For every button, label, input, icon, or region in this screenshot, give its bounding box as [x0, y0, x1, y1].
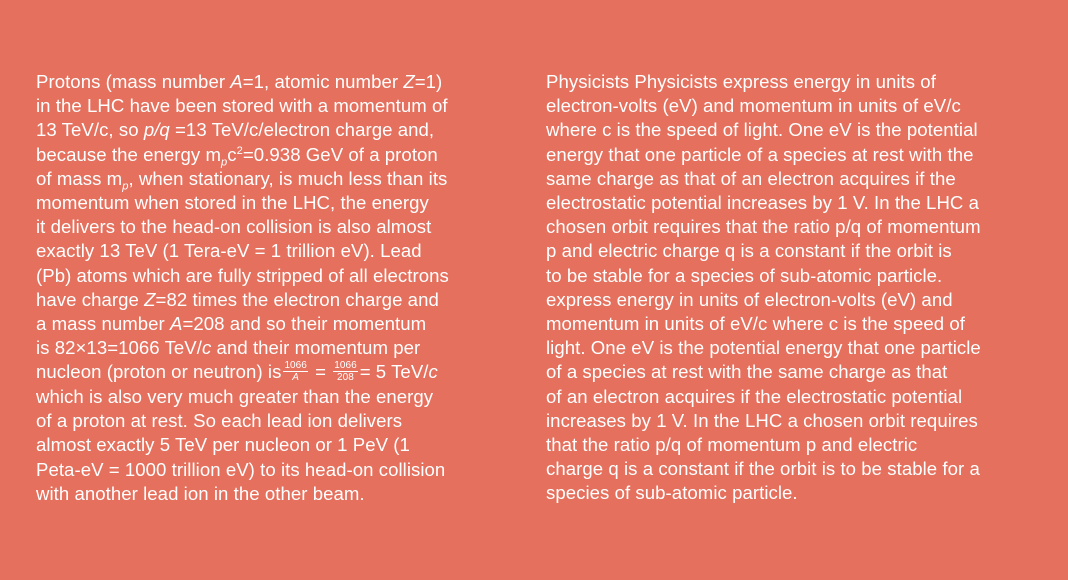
text-line: to be stable for a species of sub-atomic particle. — [546, 264, 943, 286]
text-line: energy that one particle of a species at rest with the — [546, 143, 974, 165]
text-line: species of sub-atomic particle. — [546, 482, 798, 504]
text-line: a mass number A=208 and so their momentum — [36, 313, 427, 335]
text-line: light. One eV is the potential energy that one particle — [546, 337, 981, 359]
right-text-column — [546, 70, 1046, 506]
text-line: (Pb) atoms which are fully stripped of all electrons — [36, 264, 449, 286]
text-line: momentum in units of eV/c where c is the speed of — [546, 313, 965, 335]
left-text-column — [36, 70, 506, 506]
fraction: $\frac{1066}{A}$ — [284, 360, 307, 384]
text-line: chosen orbit requires that the ratio p/q of momentum — [546, 216, 981, 238]
text-line: Physicists Physicists express energy in units of — [546, 71, 936, 92]
text-line: of an electron acquires if the electrostatic potential — [546, 385, 963, 407]
text-line: express energy in units of electron-volts (eV) and — [546, 288, 953, 310]
text-line: almost exactly 5 TeV per nucleon or 1 PeV (1 — [36, 434, 410, 456]
text-line: 13 TeV/c, so p/q =13 TeV/c/electron charge and, — [36, 119, 435, 141]
text-line: in the LHC have been stored with a momentum of — [36, 95, 448, 117]
text-line: which is also very much greater than the energy — [36, 386, 434, 408]
fraction: $\frac{1066}{208}$ — [334, 360, 357, 384]
text-line: momentum when stored in the LHC, the energy — [36, 192, 429, 214]
text-line: that the ratio p/q of momentum p and electric — [546, 434, 918, 456]
text-line: exactly 13 TeV (1 Tera-eV = 1 trillion eV). Lead — [36, 240, 422, 262]
text-line: increases by 1 V. In the LHC a chosen orbit requires — [546, 409, 978, 431]
text-line: have charge Z=82 times the electron charge and — [36, 288, 439, 310]
text-line: where c is the speed of light. One eV is the potential — [546, 119, 978, 141]
text-line: with another lead ion in the other beam. — [36, 482, 365, 504]
text-line: same charge as that of an electron acquires if the — [546, 167, 956, 189]
text-line: electrostatic potential increases by 1 V. In the LHC a — [546, 192, 980, 214]
text-line: electron-volts (eV) and momentum in units of eV/c — [546, 95, 961, 117]
text-line: of a species at rest with the same charge as that — [546, 361, 948, 383]
text-line: of mass $m_p$, when stationary, is much less than its — [36, 167, 448, 193]
text-line: it delivers to the head-on collision is also almost — [36, 216, 432, 238]
text-line: p and electric charge q is a constant if the orbit is — [546, 240, 952, 262]
text-line: charge q is a constant if the orbit is to be stable for a — [546, 458, 980, 480]
text-line: Peta-eV = 1000 trillion eV) to its head-on collision — [36, 458, 446, 480]
text-line: because the energy $m_pc^2=0.938$ GeV of a proton — [36, 143, 438, 169]
text-line: Protons (mass number A=1, atomic number Z=1) — [36, 71, 443, 92]
text-line: of a proton at rest. So each lead ion delivers — [36, 410, 403, 432]
text-line: nucleon (proton or neutron) is $\frac{1066}{A}$ = $\frac{1066}{208}$ = 5 TeV/c — [36, 360, 438, 384]
text-line: is 82×13=1066 TeV/c and their momentum per — [36, 337, 421, 359]
